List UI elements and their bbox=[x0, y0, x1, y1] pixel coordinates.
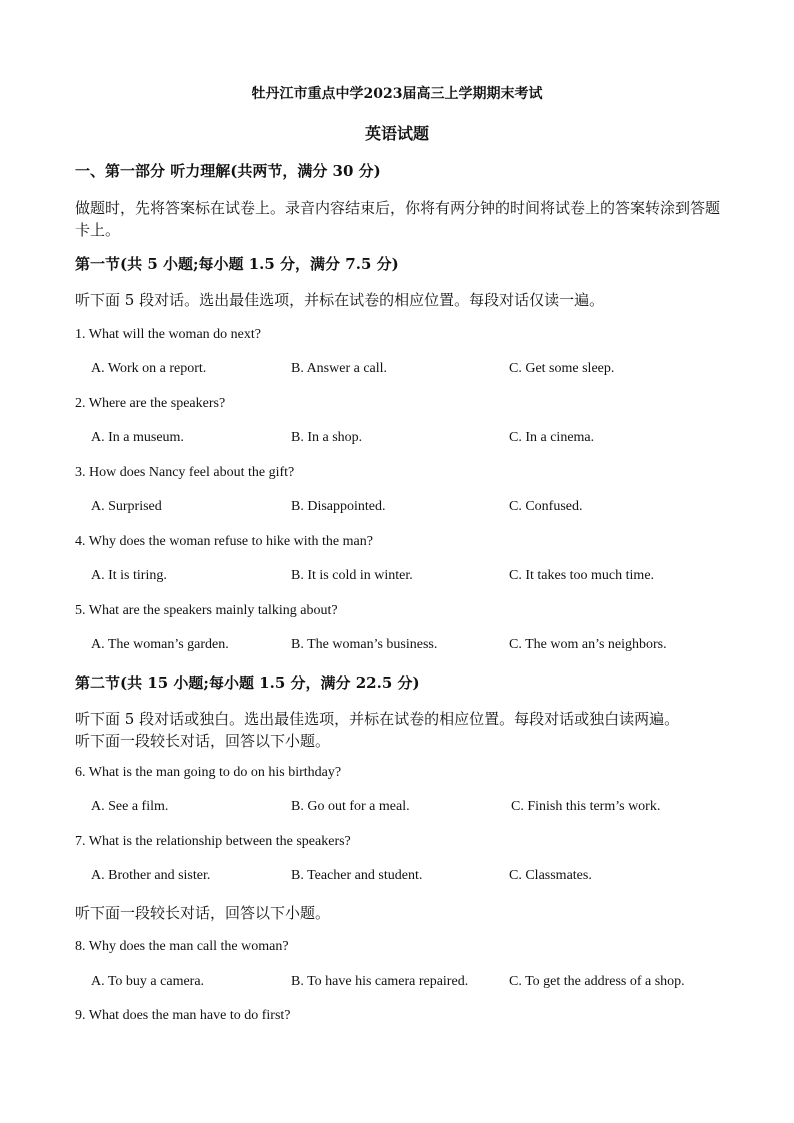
option-7a: A. Brother and sister. bbox=[91, 868, 211, 883]
question-8: 8. Why does the man call the woman? bbox=[75, 939, 289, 954]
section1-heading: 第一节(共 5 小题;每小题 1.5 分，满分 7.5 分) bbox=[75, 255, 399, 273]
option-3b: B. Disappointed. bbox=[291, 499, 386, 514]
option-1b: B. Answer a call. bbox=[291, 361, 388, 376]
option-4c: C. It takes too much time. bbox=[509, 568, 655, 583]
option-2b: B. In a shop. bbox=[291, 430, 363, 445]
option-6a: A. See a film. bbox=[91, 799, 169, 814]
section2-instruction: 听下面 5 段对话或独白。选出最佳选项，并标在试卷的相应位置。每段对话或独白读两遍。 bbox=[75, 710, 680, 728]
section2-heading: 第二节(共 15 小题;每小题 1.5 分，满分 22.5 分) bbox=[75, 674, 420, 692]
option-5a: A. The woman’s garden. bbox=[91, 637, 229, 652]
option-8a: A. To buy a camera. bbox=[91, 974, 205, 989]
option-2a: A. In a museum. bbox=[91, 430, 184, 445]
option-4b: B. It is cold in winter. bbox=[291, 568, 413, 583]
exam-title: 牡丹江市重点中学2023届高三上学期期末考试 bbox=[251, 86, 543, 102]
option-3c: C. Confused. bbox=[509, 499, 583, 514]
question-2: 2. Where are the speakers? bbox=[75, 396, 226, 411]
question-6: 6. What is the man going to do on his birthday? bbox=[75, 765, 342, 780]
option-6b: B. Go out for a meal. bbox=[291, 799, 410, 814]
option-3a: A. Surprised bbox=[91, 499, 162, 514]
option-7b: B. Teacher and student. bbox=[291, 868, 423, 883]
question-1: 1. What will the woman do next? bbox=[75, 327, 261, 342]
option-4a: A. It is tiring. bbox=[91, 568, 167, 583]
section2-sub1: 听下面一段较长对话，回答以下小题。 bbox=[75, 732, 331, 750]
part1-intro: 做题时，先将答案标在试卷上。录音内容结束后，你将有两分钟的时间将试卷上的答案转涂到答题卡上。 bbox=[75, 199, 721, 239]
question-3: 3. How does Nancy feel about the gift? bbox=[75, 465, 295, 480]
option-8b: B. To have his camera repaired. bbox=[291, 974, 469, 989]
question-7: 7. What is the relationship between the speakers? bbox=[75, 834, 351, 849]
question-4: 4. Why does the woman refuse to hike with the man? bbox=[75, 534, 373, 549]
option-6c: C. Finish this term’s work. bbox=[511, 799, 661, 814]
option-8c: C. To get the address of a shop. bbox=[509, 974, 685, 989]
option-1c: C. Get some sleep. bbox=[509, 361, 615, 376]
option-7c: C. Classmates. bbox=[509, 868, 592, 883]
option-5b: B. The woman’s business. bbox=[291, 637, 438, 652]
subject-title: 英语试题 bbox=[364, 124, 429, 143]
option-1a: A. Work on a report. bbox=[91, 361, 207, 376]
section1-instruction: 听下面 5 段对话。选出最佳选项，并标在试卷的相应位置。每段对话仅读一遍。 bbox=[75, 291, 605, 309]
option-2c: C. In a cinema. bbox=[509, 430, 595, 445]
section2-sub2: 听下面一段较长对话，回答以下小题。 bbox=[75, 904, 331, 922]
question-9: 9. What does the man have to do first? bbox=[75, 1008, 291, 1023]
part1-heading: 一、第一部分 听力理解(共两节，满分 30 分) bbox=[75, 162, 381, 180]
question-5: 5. What are the speakers mainly talking about? bbox=[75, 603, 338, 618]
option-5c: C. The wom an’s neighbors. bbox=[509, 637, 667, 652]
